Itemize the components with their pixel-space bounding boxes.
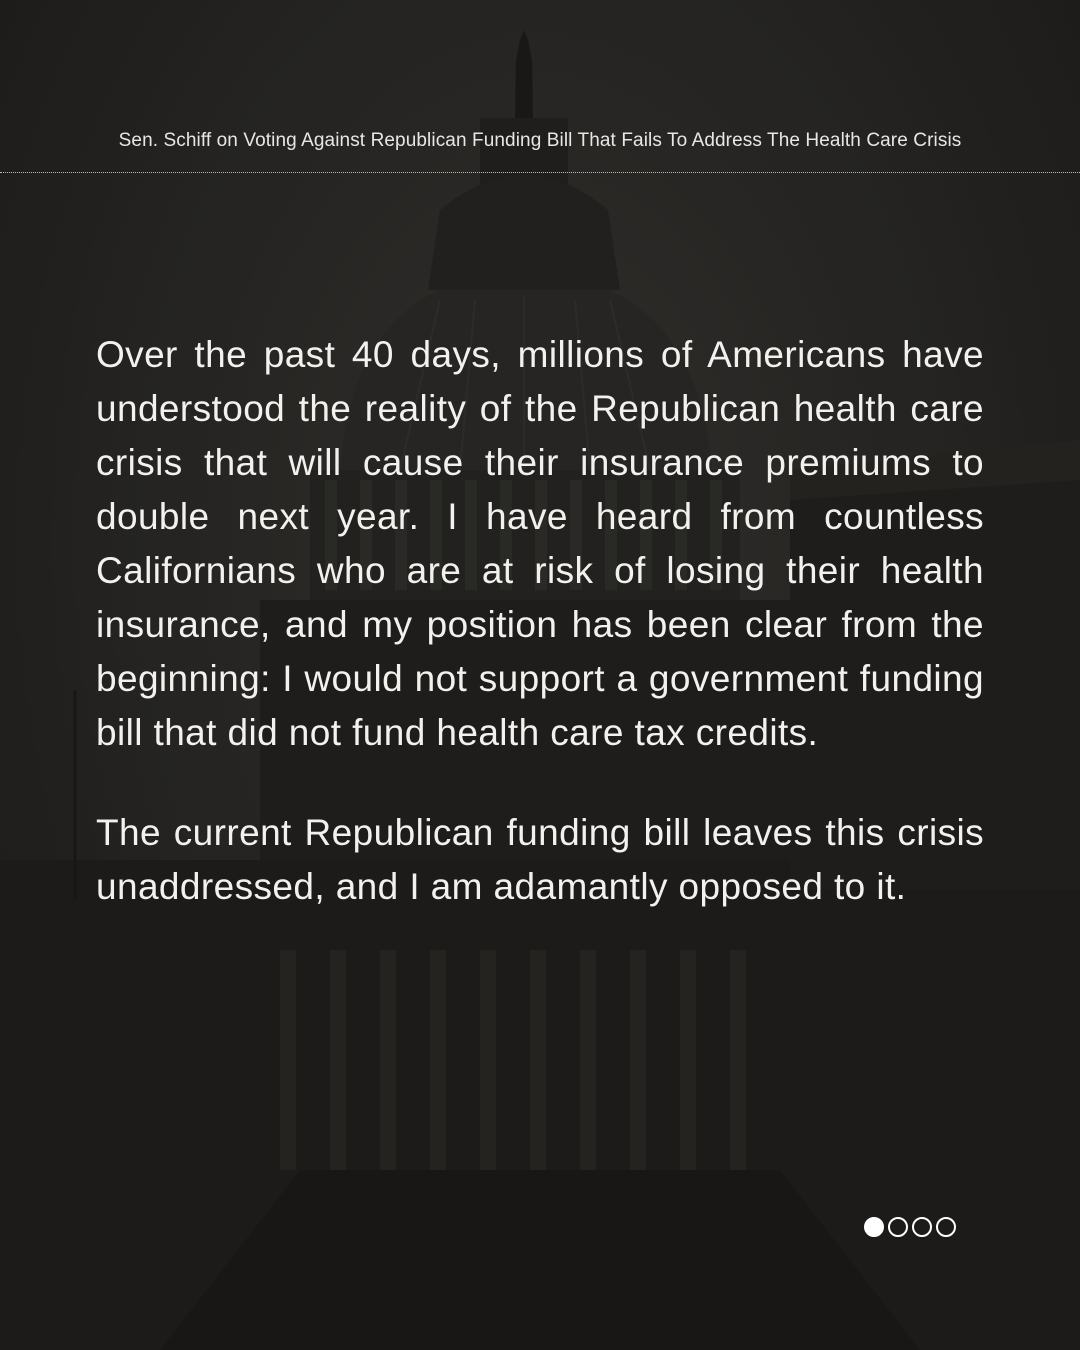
page-dot-active[interactable] (864, 1217, 884, 1237)
page-indicator (864, 1217, 956, 1243)
header-title: Sen. Schiff on Voting Against Republican Funding Bill That Fails To Address The Health Care Crisis (118, 130, 962, 151)
header-divider (0, 172, 1080, 173)
statement-paragraph: The current Republican funding bill leaves this crisis unaddressed, and I am adamantly opposed to it. (96, 812, 984, 907)
page-dot[interactable] (936, 1217, 956, 1237)
page-dot[interactable] (888, 1217, 908, 1237)
statement-text (96, 328, 984, 960)
statement-paragraph: Over the past 40 days, millions of Americans have understood the reality of the Republican health care crisis that will cause their insurance premiums to double next year. I have heard from countless Californians who are at risk of losing their health insurance, and my position has been clear from the beginning: I would not support a government funding bill that did not fund health care tax credits. (96, 334, 984, 753)
page-dot[interactable] (912, 1217, 932, 1237)
